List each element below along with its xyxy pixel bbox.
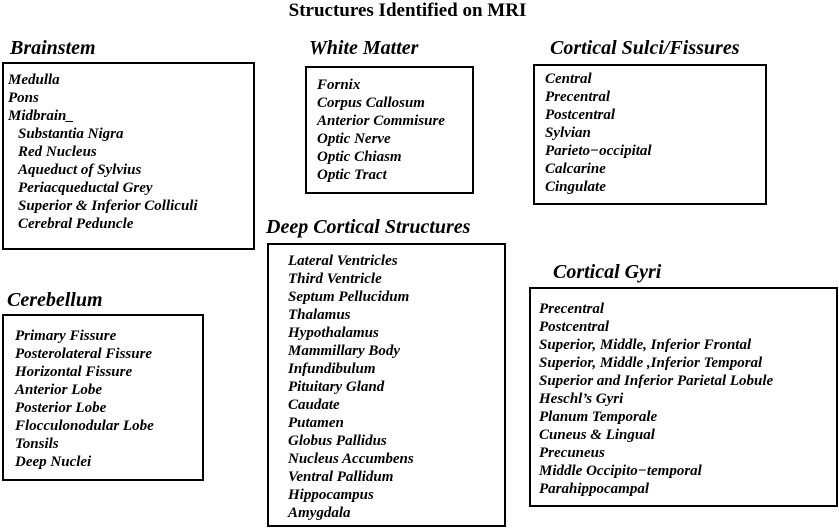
white-matter-item: Corpus Callosum (317, 95, 425, 111)
white-matter-item: Optic Tract (317, 167, 387, 183)
cortical-gyri-item: Cuneus & Lingual (539, 427, 655, 443)
brainstem-item: Periacqueductal Grey (18, 180, 153, 196)
cerebellum-item: Deep Nuclei (15, 454, 92, 470)
cortical-gyri-item: Precentral (539, 301, 604, 317)
cerebellum-box (2, 314, 204, 481)
deep-cortical-box (267, 243, 506, 527)
cortical-gyri-item: Superior, Middle, Inferior Frontal (539, 337, 752, 353)
cortical-sulci-item: Calcarine (545, 161, 606, 177)
cortical-sulci-item: Postcentral (545, 107, 615, 123)
cortical-gyri-item: Parahippocampal (539, 481, 650, 497)
cortical-sulci-item: Parieto−occipital (545, 143, 652, 159)
white-matter-list (317, 76, 445, 184)
cortical-gyri-item: Superior, Middle ,Inferior Temporal (539, 355, 763, 371)
cortical-gyri-item: Precuneus (539, 445, 605, 461)
cerebellum-item: Tonsils (15, 436, 59, 452)
brainstem-item: Red Nucleus (18, 144, 97, 160)
cerebellum-item: Primary Fissure (15, 328, 117, 344)
cortical-sulci-item: Sylvian (545, 125, 591, 141)
brainstem-list (8, 71, 198, 233)
brainstem-item: Medulla (8, 72, 60, 88)
cortical-gyri-list (539, 300, 773, 498)
deep-cortical-item: Hippocampus (288, 487, 374, 503)
white-matter-item: Fornix (317, 77, 361, 93)
brainstem-heading: Brainstem (10, 37, 96, 59)
white-matter-box (305, 66, 474, 194)
cortical-sulci-box (533, 64, 767, 205)
cerebellum-item: Horizontal Fissure (15, 364, 133, 380)
cortical-gyri-item: Superior and Inferior Parietal Lobule (539, 373, 774, 389)
page-title: Structures Identified on MRI (288, 0, 527, 21)
cortical-gyri-heading: Cortical Gyri (553, 261, 662, 283)
deep-cortical-item: Mammillary Body (288, 343, 401, 359)
cerebellum-item: Posterior Lobe (15, 400, 107, 416)
cerebellum-list (15, 327, 154, 471)
brainstem-item: Substantia Nigra (18, 126, 124, 142)
cortical-sulci-item: Cingulate (545, 179, 606, 195)
deep-cortical-item: Third Ventricle (288, 271, 382, 287)
deep-cortical-item: Septum Pellucidum (288, 289, 410, 305)
cortical-gyri-box (529, 287, 838, 507)
cerebellum-item: Flocculonodular Lobe (15, 418, 154, 434)
cortical-gyri-item: Postcentral (539, 319, 609, 335)
cerebellum-item: Posterolateral Fissure (15, 346, 153, 362)
cortical-gyri-item: Middle Occipito−temporal (539, 463, 702, 479)
white-matter-item: Optic Chiasm (317, 149, 402, 165)
deep-cortical-item: Nucleus Accumbens (288, 451, 414, 467)
deep-cortical-item: Infundibulum (288, 361, 376, 377)
brainstem-item: Cerebral Peduncle (18, 216, 134, 232)
deep-cortical-item: Amygdala (288, 505, 351, 521)
brainstem-item: Midbrain_ (8, 108, 74, 124)
cerebellum-item: Anterior Lobe (15, 382, 103, 398)
brainstem-box (2, 62, 255, 250)
deep-cortical-item: Thalamus (288, 307, 351, 323)
deep-cortical-item: Ventral Pallidum (288, 469, 394, 485)
cortical-gyri-item: Heschl’s Gyri (539, 391, 624, 407)
white-matter-item: Optic Nerve (317, 131, 391, 147)
cerebellum-heading: Cerebellum (7, 289, 103, 311)
deep-cortical-list (288, 252, 414, 522)
deep-cortical-item: Pituitary Gland (288, 379, 385, 395)
cortical-sulci-heading: Cortical Sulci/Fissures (550, 37, 740, 59)
cortical-sulci-item: Precentral (545, 89, 610, 105)
brainstem-item: Pons (8, 90, 39, 106)
deep-cortical-item: Lateral Ventricles (288, 253, 398, 269)
deep-cortical-item: Globus Pallidus (288, 433, 387, 449)
deep-cortical-heading: Deep Cortical Structures (266, 216, 471, 238)
white-matter-heading: White Matter (309, 37, 419, 59)
deep-cortical-item: Putamen (288, 415, 344, 431)
deep-cortical-item: Caudate (288, 397, 340, 413)
brainstem-item: Superior & Inferior Colliculi (18, 198, 198, 214)
cortical-sulci-list (545, 70, 652, 196)
cortical-gyri-item: Planum Temporale (539, 409, 658, 425)
white-matter-item: Anterior Commisure (317, 113, 445, 129)
cortical-sulci-item: Central (545, 71, 592, 87)
brainstem-item: Aqueduct of Sylvius (18, 162, 142, 178)
deep-cortical-item: Hypothalamus (288, 325, 379, 341)
